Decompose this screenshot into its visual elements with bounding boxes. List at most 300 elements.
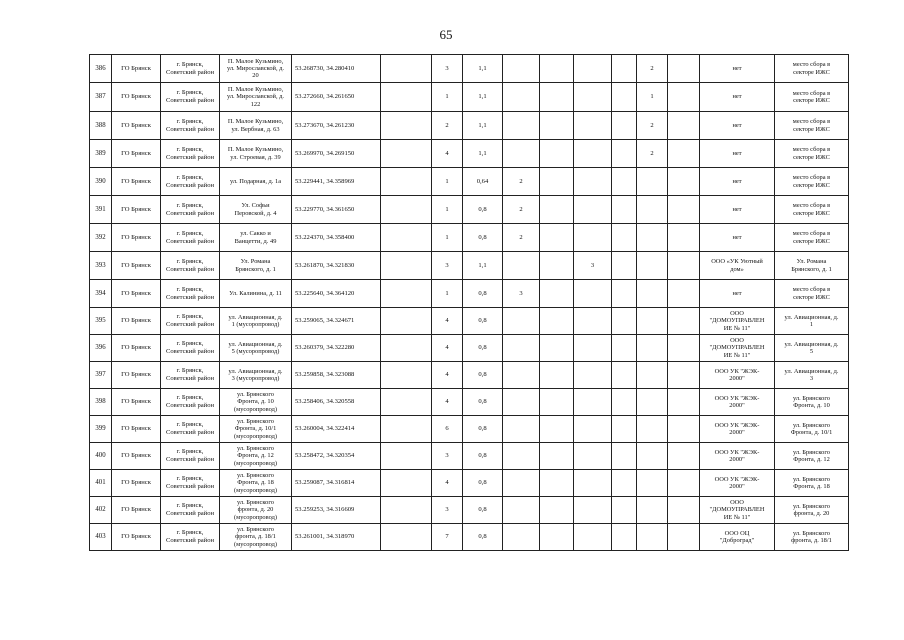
row-number: 401 <box>95 479 106 487</box>
container-count: 2 <box>445 121 449 129</box>
district-line: г. Брянск, <box>176 60 204 68</box>
col-a-value: 3 <box>519 289 523 297</box>
management-company-line: ИЕ № 11" <box>723 324 751 332</box>
row-number: 403 <box>95 533 106 541</box>
table-row <box>90 280 849 308</box>
container-volume: 1,1 <box>478 64 487 72</box>
col-empty-cell <box>540 55 574 83</box>
collection-place-line: место сбора в <box>792 89 831 97</box>
management-company-line: нет <box>732 149 742 157</box>
address-line: Ул. Калинина, д. 11 <box>229 289 282 297</box>
col-empty-cell <box>540 416 574 443</box>
col-b-value: 3 <box>590 261 595 269</box>
row-number-cell <box>90 252 112 280</box>
municipality: ГО Брянск <box>121 317 151 325</box>
container-volume-cell <box>463 252 503 280</box>
col-empty-cell <box>668 524 700 551</box>
municipality-cell <box>112 55 161 83</box>
table-row <box>90 443 849 470</box>
coordinates-cell <box>292 168 381 196</box>
district-line: Советский район <box>165 510 215 517</box>
municipality: ГО Брянск <box>121 371 151 379</box>
table-row <box>90 524 849 551</box>
municipality: ГО Брянск <box>121 452 151 460</box>
district-line: г. Брянск, <box>176 475 204 483</box>
container-count: 4 <box>445 371 449 379</box>
row-number-cell <box>90 470 112 497</box>
coordinates: 53.260004, 34.322414 <box>295 425 355 433</box>
col-c-cell <box>637 55 668 83</box>
col-b-cell <box>574 140 612 168</box>
col-empty-cell <box>540 252 574 280</box>
container-count-cell <box>432 389 463 416</box>
municipality: ГО Брянск <box>121 506 151 514</box>
district-line: г. Брянск, <box>176 117 204 125</box>
col-empty-cell <box>540 196 574 224</box>
district-line: Советский район <box>165 209 215 217</box>
container-count: 7 <box>445 533 449 541</box>
municipality: ГО Брянск <box>121 398 151 406</box>
collection-place-line: ул. Брянского <box>793 475 830 483</box>
col-a-value: 2 <box>519 205 523 213</box>
management-company-line: ИЕ № 11" <box>723 351 751 359</box>
address-line: (мусоропровод) <box>234 432 277 440</box>
collection-place-line: секторе ИЖС <box>793 153 830 161</box>
management-company-line: 2000" <box>729 402 745 409</box>
collection-place-line: место сбора в <box>792 202 831 210</box>
address-line: (мусоропровод) <box>234 513 277 521</box>
col-empty-cell <box>668 140 700 168</box>
district-cell <box>161 112 220 140</box>
address-line: П. Малое Кузьмино, <box>227 118 284 126</box>
col-empty-cell <box>668 308 700 335</box>
district-line: г. Брянск, <box>176 89 204 97</box>
col-a-cell <box>503 443 540 470</box>
container-volume: 1,1 <box>478 93 487 101</box>
coordinates: 53.259858, 34.323088 <box>295 371 355 379</box>
address-cell <box>220 280 292 308</box>
address-line: Фронта, д. 18 <box>237 479 274 487</box>
col-b-cell <box>574 389 612 416</box>
address-cell <box>220 168 292 196</box>
container-volume-cell <box>463 389 503 416</box>
address-line: ул. Авиационная, д. <box>228 340 283 348</box>
container-volume-cell <box>463 497 503 524</box>
address-line: 122 <box>250 100 261 108</box>
address-cell <box>220 362 292 389</box>
container-count-cell <box>432 362 463 389</box>
collection-place-cell <box>775 55 849 83</box>
col-empty-cell <box>612 497 637 524</box>
col-empty-cell <box>668 55 700 83</box>
address-line: 5 (мусоропровод) <box>231 348 280 355</box>
table-row <box>90 362 849 389</box>
management-company-cell <box>700 335 775 362</box>
coordinates: 53.272660, 34.261650 <box>295 93 355 101</box>
district-cell <box>161 389 220 416</box>
coordinates-cell <box>292 470 381 497</box>
address-line: ул. Мирославской, д. <box>226 64 285 72</box>
collection-place-line: Ул. Романа <box>796 258 827 266</box>
district-cell <box>161 416 220 443</box>
row-number-cell <box>90 389 112 416</box>
municipality-cell <box>112 389 161 416</box>
district-line: г. Брянск, <box>176 173 204 181</box>
container-count: 4 <box>445 149 449 157</box>
container-count: 3 <box>445 261 449 269</box>
address-cell <box>220 112 292 140</box>
address-line: фронта, д. 18/1 <box>235 533 276 541</box>
address-line: Фронта, д. 10/1 <box>234 425 277 433</box>
container-count-cell <box>432 112 463 140</box>
coordinates: 53.224370, 34.358400 <box>295 233 355 241</box>
col-empty-cell <box>540 335 574 362</box>
coordinates: 53.261001, 34.318970 <box>295 533 355 541</box>
col-b-cell <box>574 335 612 362</box>
municipality-cell <box>112 252 161 280</box>
district-line: Советский район <box>165 402 215 409</box>
district-line: Советский район <box>165 68 215 76</box>
district-line: г. Брянск, <box>176 421 204 429</box>
district-line: г. Брянск, <box>176 367 204 375</box>
district-line: г. Брянск, <box>176 257 204 265</box>
address-cell <box>220 443 292 470</box>
address-line: ул. Брянского <box>237 445 274 453</box>
coordinates: 53.260379, 34.322280 <box>295 344 355 352</box>
col-empty-cell <box>668 389 700 416</box>
col-c-cell <box>637 335 668 362</box>
collection-place-line: 3 <box>809 375 814 382</box>
address-line: (мусоропровод) <box>234 459 277 467</box>
surface-cell <box>381 362 432 389</box>
col-empty-cell <box>540 362 574 389</box>
col-empty-cell <box>668 443 700 470</box>
address-line: Ул. Романа <box>240 258 271 266</box>
coordinates: 53.258406, 34.320558 <box>295 398 355 406</box>
table-row <box>90 224 849 252</box>
col-empty-cell <box>540 168 574 196</box>
collection-place-cell <box>775 362 849 389</box>
municipality: ГО Брянск <box>121 121 151 129</box>
district-line: г. Брянск, <box>176 285 204 293</box>
container-count: 1 <box>445 289 449 297</box>
coordinates: 53.259065, 34.324671 <box>295 317 355 325</box>
management-company-line: нет <box>732 205 742 213</box>
col-empty-cell <box>540 112 574 140</box>
collection-place-line: место сбора в <box>792 174 831 182</box>
management-company-line: ИЕ № 11" <box>723 513 751 521</box>
management-company-line: дом» <box>730 265 744 273</box>
coordinates: 53.259087, 34.316814 <box>295 479 355 487</box>
col-empty-cell <box>668 280 700 308</box>
district-line: Советский район <box>165 483 215 490</box>
municipality-cell <box>112 83 161 112</box>
collection-place-cell <box>775 470 849 497</box>
table-row <box>90 389 849 416</box>
surface-cell <box>381 524 432 551</box>
col-empty-cell <box>668 168 700 196</box>
collection-place-cell <box>775 112 849 140</box>
col-a-cell <box>503 280 540 308</box>
coordinates-cell <box>292 83 381 112</box>
row-number: 400 <box>95 452 106 460</box>
col-c-cell <box>637 308 668 335</box>
collection-place-line: Фронта, д. 18 <box>793 483 830 490</box>
row-number-cell <box>90 308 112 335</box>
col-empty-cell <box>612 55 637 83</box>
address-line: ул. Авиационная, д. <box>228 367 283 375</box>
container-volume-cell <box>463 83 503 112</box>
row-number-cell <box>90 224 112 252</box>
management-company-line: 2000" <box>729 483 745 490</box>
col-a-cell <box>503 524 540 551</box>
surface-cell <box>381 416 432 443</box>
address-line: ул. Брянского <box>237 418 274 426</box>
collection-place-line: секторе ИЖС <box>793 237 830 245</box>
address-line: ул. Подарная, д. 1а <box>229 177 282 185</box>
col-a-cell <box>503 470 540 497</box>
district-cell <box>161 470 220 497</box>
col-c-value: 2 <box>650 149 654 157</box>
district-line: Советский район <box>165 321 215 328</box>
district-line: Советский район <box>165 537 215 544</box>
col-a-cell <box>503 112 540 140</box>
col-empty-cell <box>668 416 700 443</box>
table-row <box>90 252 849 280</box>
row-number: 391 <box>95 205 106 213</box>
district-cell <box>161 335 220 362</box>
district-line: Советский район <box>165 456 215 463</box>
address-line: Ул. Софьи <box>241 202 270 210</box>
row-number: 386 <box>95 64 106 72</box>
address-cell <box>220 497 292 524</box>
container-volume-cell <box>463 524 503 551</box>
table-body <box>90 55 849 551</box>
collection-place-line: место сбора в <box>792 61 831 69</box>
district-cell <box>161 83 220 112</box>
management-company-cell <box>700 140 775 168</box>
col-a-cell <box>503 55 540 83</box>
municipality: ГО Брянск <box>121 261 151 269</box>
coordinates: 53.258472, 34.320354 <box>295 452 355 460</box>
row-number-cell <box>90 524 112 551</box>
container-volume-cell <box>463 416 503 443</box>
district-line: Советский район <box>165 237 215 245</box>
collection-place-line: секторе ИЖС <box>793 209 830 217</box>
management-company-line: ООО ОЦ <box>724 529 750 537</box>
coordinates-cell <box>292 224 381 252</box>
col-a-cell <box>503 168 540 196</box>
col-a-cell <box>503 224 540 252</box>
col-c-cell <box>637 470 668 497</box>
surface-cell <box>381 470 432 497</box>
management-company-cell <box>700 224 775 252</box>
address-line: П. Малое Кузьмино, <box>227 86 284 94</box>
coordinates: 53.273670, 34.261230 <box>295 121 355 129</box>
address-line: ул. Брянского <box>237 499 274 507</box>
district-line: г. Брянск, <box>176 448 204 456</box>
container-count-cell <box>432 140 463 168</box>
col-b-cell <box>574 524 612 551</box>
table-row <box>90 55 849 83</box>
municipality-cell <box>112 112 161 140</box>
col-empty-cell <box>540 524 574 551</box>
district-cell <box>161 443 220 470</box>
coordinates-cell <box>292 308 381 335</box>
collection-place-cell <box>775 280 849 308</box>
collection-place-cell <box>775 524 849 551</box>
col-b-cell <box>574 83 612 112</box>
row-number-cell <box>90 140 112 168</box>
surface-cell <box>381 55 432 83</box>
district-cell <box>161 362 220 389</box>
management-company-cell <box>700 83 775 112</box>
col-b-cell <box>574 168 612 196</box>
management-company-line: "Доброград" <box>719 537 755 544</box>
collection-place-line: фронта, д. 18/1 <box>791 537 832 544</box>
management-company-cell <box>700 389 775 416</box>
row-number-cell <box>90 196 112 224</box>
collection-place-line: ул. Брянского <box>793 502 830 510</box>
container-count-cell <box>432 168 463 196</box>
col-empty-cell <box>540 308 574 335</box>
collection-place-line: ул. Брянского <box>793 421 830 429</box>
municipality: ГО Брянск <box>121 64 151 72</box>
col-b-cell <box>574 252 612 280</box>
address-line: ул. Брянского <box>237 472 274 480</box>
table-row <box>90 140 849 168</box>
col-empty-cell <box>668 112 700 140</box>
container-volume: 0,8 <box>478 205 487 213</box>
address-line: (мусоропровод) <box>234 405 277 413</box>
container-count: 3 <box>445 452 449 460</box>
coordinates: 53.229441, 34.358969 <box>295 177 355 185</box>
coordinates-cell <box>292 524 381 551</box>
col-empty-cell <box>612 280 637 308</box>
col-a-cell <box>503 196 540 224</box>
coordinates-cell <box>292 416 381 443</box>
col-b-cell <box>574 416 612 443</box>
row-number: 390 <box>95 177 106 185</box>
municipality-cell <box>112 196 161 224</box>
address-line: ул. Мирославской, д. <box>226 93 285 101</box>
col-b-cell <box>574 443 612 470</box>
col-b-cell <box>574 112 612 140</box>
col-empty-cell <box>540 389 574 416</box>
col-a-value: 2 <box>519 233 523 241</box>
col-a-cell <box>503 308 540 335</box>
container-count: 4 <box>445 317 449 325</box>
district-cell <box>161 280 220 308</box>
district-line: Советский район <box>165 348 215 355</box>
address-cell <box>220 252 292 280</box>
container-volume: 0,8 <box>478 425 487 433</box>
management-company-cell <box>700 362 775 389</box>
management-company-line: 2000" <box>729 429 745 436</box>
col-empty-cell <box>612 416 637 443</box>
address-line: 20 <box>252 72 259 80</box>
management-company-line: нет <box>732 233 742 241</box>
address-line: (мусоропровод) <box>234 540 277 548</box>
district-line: г. Брянск, <box>176 340 204 348</box>
address-line: П. Малое Кузьмино, <box>227 57 284 65</box>
col-a-value: 2 <box>519 177 523 185</box>
surface-cell <box>381 308 432 335</box>
address-line: Ванцетти, д. 49 <box>234 237 277 245</box>
surface-cell <box>381 168 432 196</box>
row-number: 395 <box>95 317 106 325</box>
municipality-cell <box>112 443 161 470</box>
collection-place-line: место сбора в <box>792 118 831 126</box>
coordinates-cell <box>292 389 381 416</box>
district-line: г. Брянск, <box>176 502 204 510</box>
collection-place-line: секторе ИЖС <box>793 97 830 104</box>
collection-place-cell <box>775 168 849 196</box>
col-empty-cell <box>668 83 700 112</box>
collection-place-cell <box>775 497 849 524</box>
col-empty-cell <box>612 335 637 362</box>
container-volume: 0,8 <box>478 344 487 352</box>
container-count: 4 <box>445 344 449 352</box>
row-number-cell <box>90 416 112 443</box>
col-a-cell <box>503 335 540 362</box>
table-row <box>90 112 849 140</box>
col-empty-cell <box>612 83 637 112</box>
collection-place-line: Брянского, д. 1 <box>791 265 832 273</box>
col-a-cell <box>503 140 540 168</box>
container-count-cell <box>432 524 463 551</box>
district-cell <box>161 168 220 196</box>
container-volume: 0,8 <box>478 479 487 487</box>
container-count: 1 <box>445 93 449 101</box>
row-number: 397 <box>95 371 106 379</box>
container-count: 3 <box>445 506 449 514</box>
col-c-cell <box>637 140 668 168</box>
col-a-cell <box>503 389 540 416</box>
surface-cell <box>381 224 432 252</box>
address-cell <box>220 389 292 416</box>
management-company-cell <box>700 55 775 83</box>
col-empty-cell <box>612 112 637 140</box>
container-count-cell <box>432 416 463 443</box>
container-volume-cell <box>463 362 503 389</box>
table-row <box>90 470 849 497</box>
row-number: 398 <box>95 398 106 406</box>
management-company-cell <box>700 524 775 551</box>
surface-cell <box>381 140 432 168</box>
row-number-cell <box>90 112 112 140</box>
container-volume: 0,8 <box>478 233 487 241</box>
management-company-line: ООО УК "ЖЭК- <box>714 367 760 375</box>
management-company-line: "ДОМОУПРАВЛЕН <box>709 506 765 514</box>
surface-cell <box>381 83 432 112</box>
address-line: ул. Брянского <box>237 526 274 534</box>
coordinates-cell <box>292 280 381 308</box>
district-line: г. Брянск, <box>176 313 204 321</box>
management-company-line: нет <box>732 93 742 101</box>
address-cell <box>220 83 292 112</box>
collection-place-line: ул. Брянского <box>793 529 830 537</box>
municipality: ГО Брянск <box>121 425 151 433</box>
row-number-cell <box>90 443 112 470</box>
col-empty-cell <box>540 140 574 168</box>
coordinates-cell <box>292 497 381 524</box>
col-empty-cell <box>668 497 700 524</box>
col-b-cell <box>574 362 612 389</box>
container-volume: 0,8 <box>478 289 487 297</box>
col-empty-cell <box>612 140 637 168</box>
collection-place-cell <box>775 140 849 168</box>
